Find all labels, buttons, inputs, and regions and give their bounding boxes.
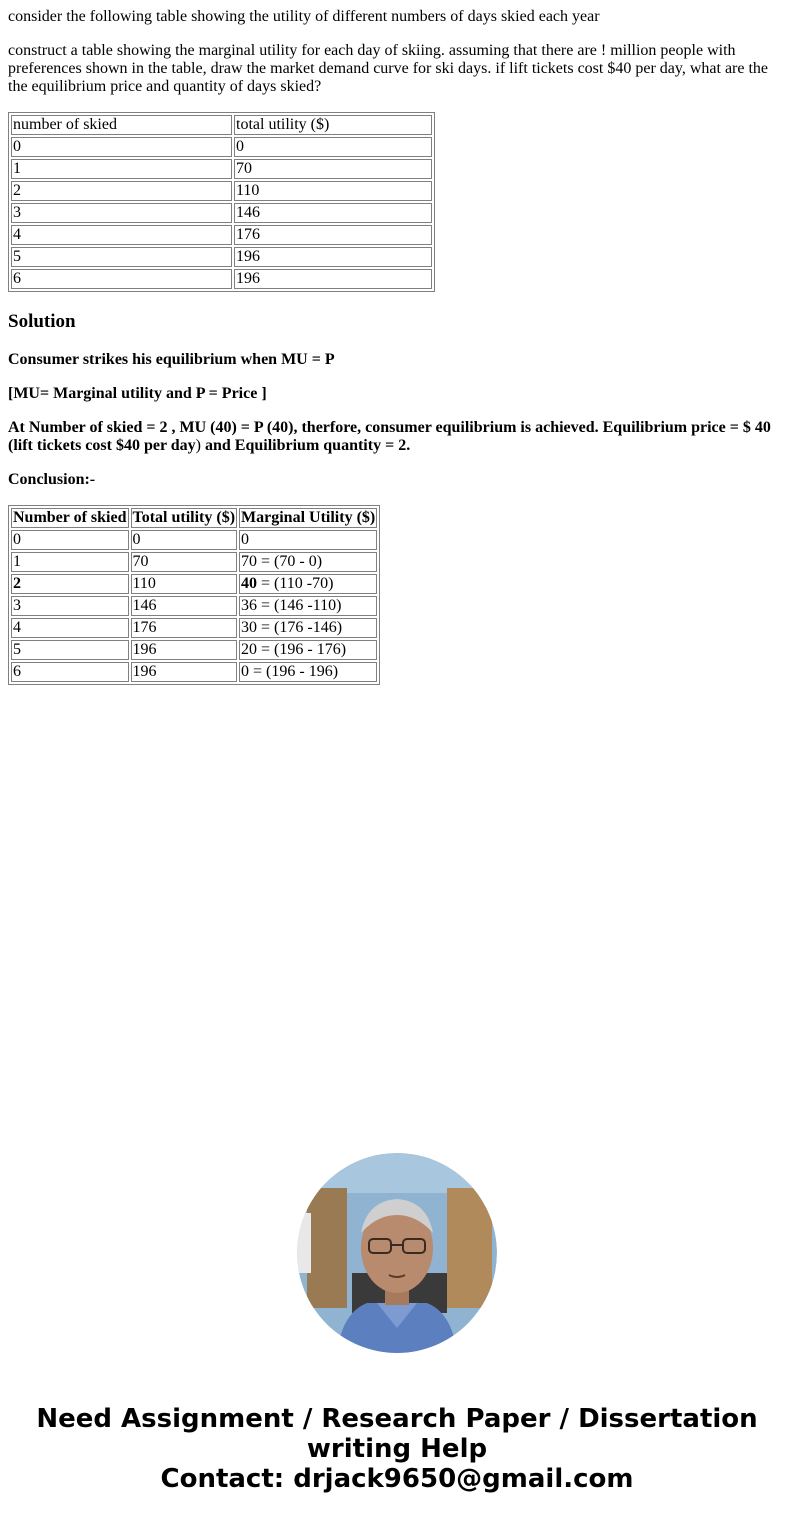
header-cell: total utility ($)	[234, 115, 432, 135]
table-cell: 0	[11, 137, 232, 157]
table-cell: 4	[11, 225, 232, 245]
explanation-paren: )	[195, 437, 201, 454]
marginal-utility-table	[8, 505, 380, 685]
mu-formula: 36 = (146 -110)	[241, 597, 342, 614]
table-cell: 196	[131, 662, 238, 682]
table-cell	[239, 574, 377, 594]
header-cell: Total utility ($)	[132, 509, 236, 526]
mu-formula: = (110 -70)	[257, 575, 334, 592]
table-cell: 146	[234, 203, 432, 223]
header-cell: Marginal Utility ($)	[241, 509, 376, 526]
table-row-highlight	[11, 574, 377, 594]
table-cell	[239, 552, 377, 572]
table-row	[11, 137, 432, 157]
table-row	[11, 552, 377, 572]
table-row	[11, 530, 377, 550]
table-cell: 2	[11, 181, 232, 201]
table-cell: 0	[234, 137, 432, 157]
header-cell: Number of skied	[13, 509, 127, 526]
table-row	[11, 662, 377, 682]
table-cell: 196	[131, 640, 238, 660]
table-cell: 3	[11, 596, 129, 616]
table-row	[11, 225, 432, 245]
table-cell: 110	[234, 181, 432, 201]
table-cell: 196	[234, 269, 432, 289]
promo-footer	[0, 1404, 794, 1494]
table-cell: 70	[131, 552, 238, 572]
table-cell: 1	[11, 159, 232, 179]
table-cell	[239, 530, 377, 550]
table-cell: 176	[131, 618, 238, 638]
table-row	[11, 596, 377, 616]
table-row	[11, 181, 432, 201]
mu-formula: 70 = (70 - 0)	[241, 553, 323, 570]
table-cell: 176	[234, 225, 432, 245]
author-photo-illustration	[297, 1153, 497, 1353]
table-row	[11, 159, 432, 179]
question-text: construct a table showing the marginal utility for each day of skiing. assuming that there are ! million people with preferences shown in the table, draw the market demand curve for ski days. if lift tickets cost $40 per day, what are the the equilibrium price and quantity of days skied?	[8, 42, 769, 95]
equilibrium-explanation	[8, 419, 786, 455]
table-row	[11, 269, 432, 289]
explanation-tail: and Equilibrium quantity = 2.	[201, 437, 411, 454]
table-cell	[239, 618, 377, 638]
header-cell: number of skied	[11, 115, 232, 135]
definition-note: [MU= Marginal utility and P = Price ]	[8, 385, 267, 402]
mu-formula: 30 = (176 -146)	[241, 619, 343, 636]
mu-formula: 0	[241, 531, 250, 548]
table-row	[11, 618, 377, 638]
mu-bold-value: 40	[241, 575, 258, 592]
mu-formula: 0 = (196 - 196)	[241, 663, 339, 680]
table-cell	[239, 662, 377, 682]
author-photo	[297, 1153, 497, 1353]
question-intro: consider the following table showing the utility of different numbers of days skied each year	[8, 8, 600, 25]
solution-heading: Solution	[8, 311, 76, 332]
table-cell	[11, 574, 129, 594]
table-cell	[239, 640, 377, 660]
table-cell: 196	[234, 247, 432, 267]
table-cell: 5	[11, 640, 129, 660]
table-cell: 4	[11, 618, 129, 638]
table-cell	[239, 596, 377, 616]
table-cell: 110	[131, 574, 238, 594]
table-row	[11, 640, 377, 660]
table-cell: 0	[11, 530, 129, 550]
conclusion-label: Conclusion:-	[8, 471, 96, 488]
table-cell: 1	[11, 552, 129, 572]
mu-formula: 20 = (196 - 176)	[241, 641, 347, 658]
table-cell: 5	[11, 247, 232, 267]
equilibrium-quantity: 2	[13, 575, 21, 592]
utility-table	[8, 112, 435, 292]
equilibrium-rule: Consumer strikes his equilibrium when MU = P	[8, 351, 335, 368]
table-header-row	[11, 115, 432, 135]
table-cell: 6	[11, 269, 232, 289]
table-cell: 3	[11, 203, 232, 223]
promo-line-2: writing Help	[306, 1434, 488, 1464]
promo-line-1: Need Assignment / Research Paper / Dissertation	[36, 1404, 758, 1434]
explanation-text: At Number of skied = 2 , MU (40) = P (40), therfore, consumer equilibrium is achieved. Equilibrium price = $ 40 (lift tickets cost $40 per day	[8, 419, 771, 454]
table-cell: 146	[131, 596, 238, 616]
table-header-row	[11, 508, 377, 528]
table-row	[11, 247, 432, 267]
table-row	[11, 203, 432, 223]
table-cell: 6	[11, 662, 129, 682]
contact-line: Contact: drjack9650@gmail.com	[160, 1464, 634, 1494]
table-cell: 70	[234, 159, 432, 179]
table-cell: 0	[131, 530, 238, 550]
